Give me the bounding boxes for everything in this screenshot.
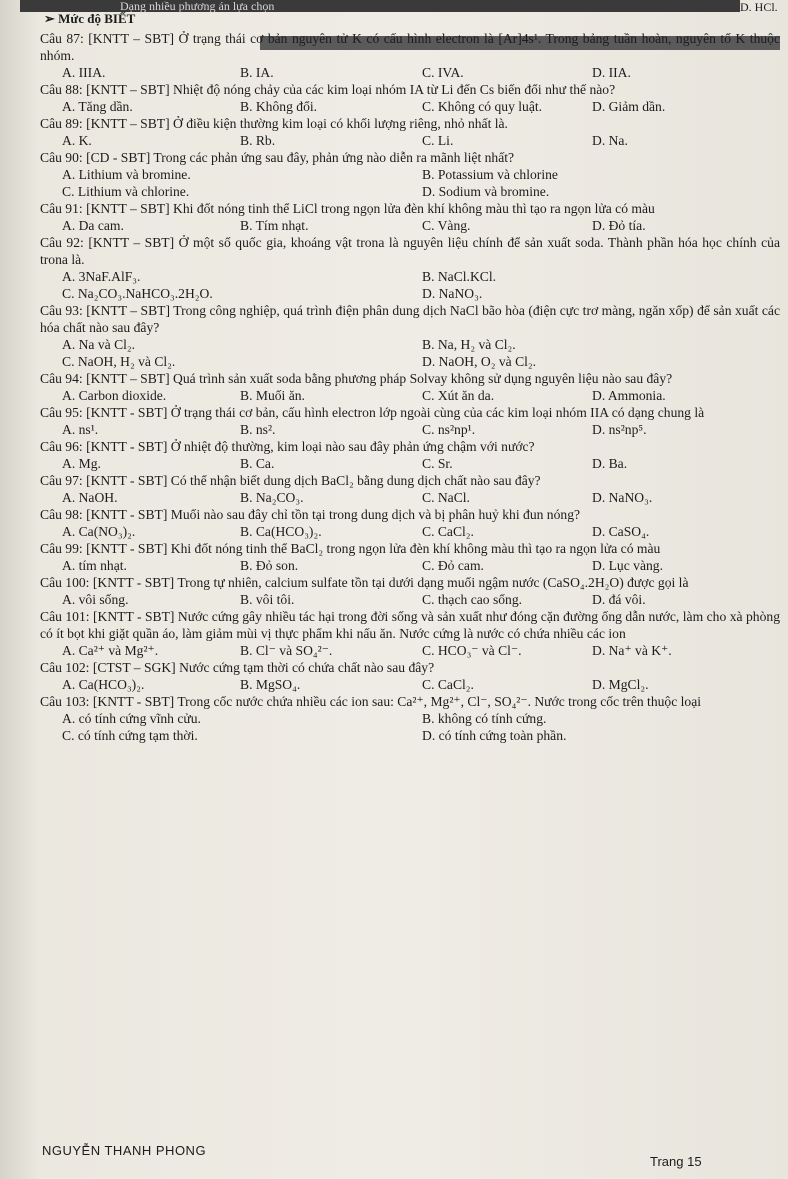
answer-option: B. Rb. <box>240 133 276 148</box>
answer-option: B. MgSO₄. <box>240 677 301 692</box>
question-text: Câu 101: [KNTT - SBT] Nước cứng gây nhiều tác hại trong đời sống và sản xuất như đóng cặn đường ống dẫn nước, làm cho xà phòng có ít bọt khi giặt quần áo, làm giảm mùi vị thực phẩm khi nấu ăn. Nước cứng là nước có chứa nhiều các ion <box>40 609 780 641</box>
top-right-text: D. HCl. <box>740 0 778 14</box>
question <box>40 574 780 608</box>
answer-option: D. Đỏ tía. <box>592 218 646 233</box>
options-row <box>62 217 780 234</box>
answer-option: A. NaOH. <box>62 490 118 505</box>
question-text: Câu 90: [CD - SBT] Trong các phản ứng sau đây, phản ứng nào diễn ra mãnh liệt nhất? <box>40 150 515 165</box>
question <box>40 370 780 404</box>
answer-option: D. NaOH, O₂ và Cl₂. <box>422 354 537 369</box>
question-text: Câu 102: [CTST – SGK] Nước cứng tạm thời có chứa chất nào sau đây? <box>40 660 435 675</box>
options-row <box>62 557 780 574</box>
question <box>40 404 780 438</box>
answer-option: B. Tím nhạt. <box>240 218 309 233</box>
options-row <box>62 710 780 727</box>
options-row <box>62 166 780 183</box>
answer-option: A. tím nhạt. <box>62 558 127 573</box>
question <box>40 659 780 693</box>
question <box>40 608 780 659</box>
answer-option: C. Sr. <box>422 456 453 471</box>
options-row <box>62 591 780 608</box>
answer-option: B. Không đổi. <box>240 99 318 114</box>
question <box>40 693 780 744</box>
answer-option: D. CaSO₄. <box>592 524 650 539</box>
options-row <box>62 268 780 285</box>
answer-option: C. CaCl₂. <box>422 677 474 692</box>
answer-option: D. Ammonia. <box>592 388 666 403</box>
answer-option: B. vôi tôi. <box>240 592 295 607</box>
footer-page-number: Trang 15 <box>650 1154 702 1169</box>
question <box>40 438 780 472</box>
options-row <box>62 98 780 115</box>
question <box>40 506 780 540</box>
question <box>40 115 780 149</box>
answer-option: A. có tính cứng vĩnh cửu. <box>62 711 201 726</box>
answer-option: A. Na và Cl₂. <box>62 337 136 352</box>
answer-option: D. IIA. <box>592 65 631 80</box>
question-text: Câu 99: [KNTT - SBT] Khi đốt nóng tinh thể BaCl₂ trong ngọn lửa đèn khí không màu thì tạo ra ngọn lửa có màu <box>40 541 661 556</box>
answer-option: C. Li. <box>422 133 454 148</box>
question-text: Câu 87: [KNTT – SBT] Ở trạng thái cơ bản nguyên tử K có cấu hình electron là [Ar]4s¹. Trong bảng tuần hoàn, nguyên tố K thuộc nhóm. <box>40 31 780 63</box>
answer-option: B. NaCl.KCl. <box>422 269 497 284</box>
answer-option: C. HCO₃⁻ và Cl⁻. <box>422 643 522 658</box>
banner-title: Dạng nhiều phương án lựa chọn <box>120 0 275 13</box>
answer-option: B. Muối ăn. <box>240 388 305 403</box>
question-text: Câu 95: [KNTT - SBT] Ở trạng thái cơ bản, cấu hình electron lớp ngoài cùng của các kim loại nhóm IIA có dạng chung là <box>40 405 705 420</box>
options-row <box>62 455 780 472</box>
answer-option: D. có tính cứng toàn phần. <box>422 728 567 743</box>
options-row <box>62 132 780 149</box>
answer-option: B. Potassium và chlorine <box>422 167 558 182</box>
options-row <box>62 336 780 353</box>
answer-option: C. CaCl₂. <box>422 524 474 539</box>
answer-option: D. NaNO₃. <box>592 490 653 505</box>
question-text: Câu 88: [KNTT – SBT] Nhiệt độ nóng chảy của các kim loại nhóm IA từ Li đến Cs biến đổi như thế nào? <box>40 82 616 97</box>
answer-option: C. NaCl. <box>422 490 470 505</box>
answer-option: A. vôi sống. <box>62 592 129 607</box>
footer-author: NGUYỄN THANH PHONG <box>42 1143 207 1158</box>
answer-option: D. ns²np⁵. <box>592 422 647 437</box>
answer-option: B. ns². <box>240 422 276 437</box>
answer-option: B. Ca. <box>240 456 275 471</box>
answer-option: D. MgCl₂. <box>592 677 649 692</box>
answer-option: B. Na₂CO₃. <box>240 490 304 505</box>
answer-option: C. IVA. <box>422 65 464 80</box>
question <box>40 540 780 574</box>
answer-option: B. Na, H₂ và Cl₂. <box>422 337 516 352</box>
answer-option: C. NaOH, H₂ và Cl₂. <box>62 354 176 369</box>
question <box>40 302 780 370</box>
question <box>40 472 780 506</box>
question-list <box>40 30 780 744</box>
answer-option: A. K. <box>62 133 92 148</box>
answer-option: D. Ba. <box>592 456 628 471</box>
answer-option: D. Na⁺ và K⁺. <box>592 643 672 658</box>
answer-option: D. Sodium và bromine. <box>422 184 550 199</box>
answer-option: C. Đỏ cam. <box>422 558 484 573</box>
answer-option: B. không có tính cứng. <box>422 711 547 726</box>
answer-option: A. Lithium và bromine. <box>62 167 191 182</box>
options-row <box>62 387 780 404</box>
answer-option: A. Carbon dioxide. <box>62 388 167 403</box>
answer-option: C. Xút ăn da. <box>422 388 495 403</box>
answer-option: C. có tính cứng tạm thời. <box>62 728 198 743</box>
options-row <box>62 489 780 506</box>
answer-option: C. Không có quy luật. <box>422 99 543 114</box>
answer-option: C. Na₂CO₃.NaHCO₃.2H₂O. <box>62 286 213 301</box>
section-heading: ➢ Mức độ BIẾT <box>44 11 136 26</box>
options-row <box>62 676 780 693</box>
question <box>40 81 780 115</box>
answer-option: D. Giảm dần. <box>592 99 666 114</box>
question-text: Câu 93: [KNTT – SBT] Trong công nghiệp, quá trình điện phân dung dịch NaCl bão hòa (điện cực trơ màng, ngăn xốp) để sản xuất các hóa chất nào sau đây? <box>40 303 780 335</box>
question <box>40 30 780 81</box>
answer-option: A. ns¹. <box>62 422 99 437</box>
question-text: Câu 96: [KNTT - SBT] Ở nhiệt độ thường, kim loại nào sau đây phản ứng chậm với nước? <box>40 439 535 454</box>
answer-option: A. Ca²⁺ và Mg²⁺. <box>62 643 159 658</box>
answer-option: A. IIIA. <box>62 65 106 80</box>
options-row <box>62 285 780 302</box>
answer-option: A. Da cam. <box>62 218 124 233</box>
answer-option: C. ns²np¹. <box>422 422 476 437</box>
answer-option: B. IA. <box>240 65 274 80</box>
options-row <box>62 353 780 370</box>
question-text: Câu 89: [KNTT – SBT] Ở điều kiện thường kim loại có khối lượng riêng, nhỏ nhất là. <box>40 116 508 131</box>
answer-option: C. Vàng. <box>422 218 471 233</box>
answer-option: A. Ca(NO₃)₂. <box>62 524 136 539</box>
question-text: Câu 92: [KNTT – SBT] Ở một số quốc gia, khoáng vật trona là nguyên liệu chính để sản xuất soda. Thành phần hóa học chính của trona là. <box>40 235 780 267</box>
answer-option: A. Tăng dần. <box>62 99 133 114</box>
options-row <box>62 727 780 744</box>
question-text: Câu 94: [KNTT – SBT] Quá trình sản xuất soda bằng phương pháp Solvay không sử dụng nguyên liệu nào sau đây? <box>40 371 673 386</box>
answer-option: D. Lục vàng. <box>592 558 663 573</box>
options-row <box>62 421 780 438</box>
answer-option: D. đá vôi. <box>592 592 646 607</box>
question <box>40 234 780 302</box>
answer-option: A. 3NaF.AlF₃. <box>62 269 141 284</box>
answer-option: A. Ca(HCO₃)₂. <box>62 677 145 692</box>
answer-option: D. NaNO₃. <box>422 286 483 301</box>
answer-option: B. Đỏ son. <box>240 558 299 573</box>
answer-option: D. Na. <box>592 133 628 148</box>
answer-option: C. Lithium và chlorine. <box>62 184 190 199</box>
question-text: Câu 98: [KNTT - SBT] Muối nào sau đây chỉ tồn tại trong dung dịch và bị phân huỷ khi đun nóng? <box>40 507 581 522</box>
question-text: Câu 91: [KNTT – SBT] Khi đốt nóng tinh thể LiCl trong ngọn lửa đèn khí không màu thì tạo ra ngọn lửa có màu <box>40 201 655 216</box>
answer-option: C. thạch cao sống. <box>422 592 523 607</box>
options-row <box>62 183 780 200</box>
question <box>40 149 780 200</box>
answer-option: B. Ca(HCO₃)₂. <box>240 524 322 539</box>
question-text: Câu 103: [KNTT - SBT] Trong cốc nước chứa nhiều các ion sau: Ca²⁺, Mg²⁺, Cl⁻, SO₄²⁻. Nước trong cốc trên thuộc loại <box>40 694 702 709</box>
options-row <box>62 523 780 540</box>
question-text: Câu 100: [KNTT - SBT] Trong tự nhiên, calcium sulfate tồn tại dưới dạng muối ngậm nước (CaSO₄.2H₂O) được gọi là <box>40 575 689 590</box>
answer-option: B. Cl⁻ và SO₄²⁻. <box>240 643 333 658</box>
answer-option: A. Mg. <box>62 456 101 471</box>
question-text: Câu 97: [KNTT - SBT] Có thể nhận biết dung dịch BaCl₂ bằng dung dịch chất nào sau đây? <box>40 473 541 488</box>
question <box>40 200 780 234</box>
options-row <box>62 64 780 81</box>
options-row <box>62 642 780 659</box>
